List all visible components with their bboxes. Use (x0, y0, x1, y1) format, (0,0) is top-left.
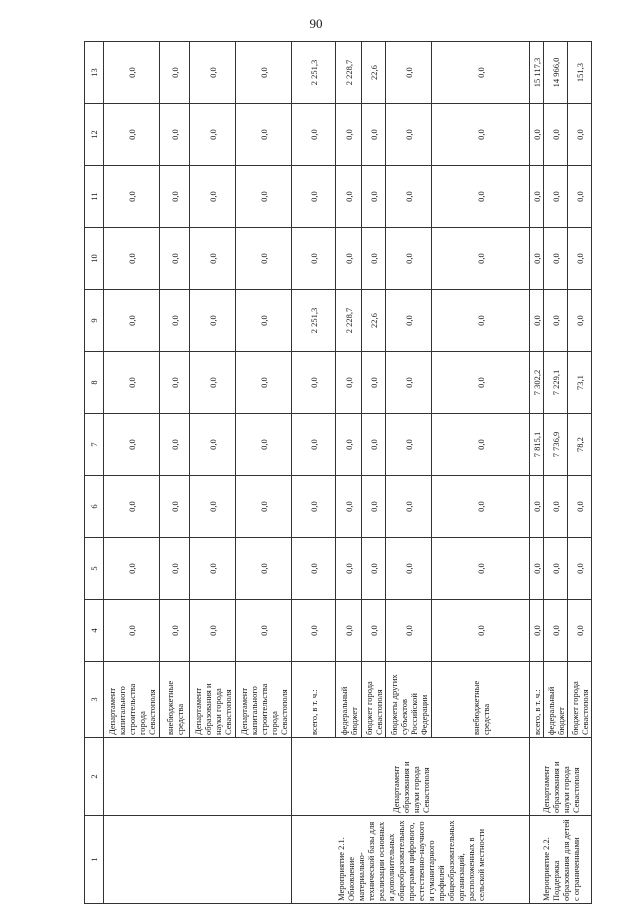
column-number: 2 (85, 738, 104, 816)
table-rotation-frame (84, 42, 590, 904)
value-cell: 0,0 (160, 414, 190, 476)
value-cell: 73,1 (568, 352, 592, 414)
measure-cell: Мероприятие 2.1. Обновление материально-технической базы для реализации основных и дополнительных общеобразовательных программ цифрового, естественно-научного и гуманитарного профилей общеобразовательных организаций, расположенных в сельской местности (292, 816, 530, 904)
value-cell: 0,0 (190, 228, 236, 290)
value-cell: 0,0 (544, 228, 568, 290)
value-cell: 0,0 (530, 104, 544, 166)
value-cell: 0,0 (432, 104, 530, 166)
value-cell: 0,0 (160, 352, 190, 414)
value-cell: 14 966,0 (544, 42, 568, 104)
value-cell: 0,0 (386, 166, 432, 228)
value-cell: 0,0 (568, 104, 592, 166)
value-cell: 22,6 (362, 290, 386, 352)
column-number: 3 (85, 662, 104, 738)
funding-source-cell: федеральный бюджет (544, 662, 568, 738)
value-cell: 0,0 (336, 352, 362, 414)
value-cell: 0,0 (362, 104, 386, 166)
table-row (104, 42, 160, 904)
value-cell: 0,0 (292, 414, 336, 476)
value-cell: 0,0 (236, 600, 292, 662)
column-number: 11 (85, 166, 104, 228)
column-number: 8 (85, 352, 104, 414)
value-cell: 2 251,3 (292, 42, 336, 104)
value-cell: 0,0 (530, 166, 544, 228)
value-cell: 0,0 (336, 600, 362, 662)
value-cell: 0,0 (362, 352, 386, 414)
value-cell: 0,0 (104, 42, 160, 104)
value-cell: 0,0 (104, 104, 160, 166)
value-cell: 22,6 (362, 42, 386, 104)
funding-source-cell: Департамент капитального строительства города Севастополя (236, 662, 292, 738)
value-cell: 0,0 (292, 538, 336, 600)
column-number: 12 (85, 104, 104, 166)
value-cell: 0,0 (544, 600, 568, 662)
value-cell: 0,0 (104, 228, 160, 290)
value-cell: 0,0 (544, 166, 568, 228)
funding-source-cell: Департамент образования и науки города Севастополя (190, 662, 236, 738)
value-cell: 0,0 (530, 476, 544, 538)
column-number: 5 (85, 538, 104, 600)
column-number: 6 (85, 476, 104, 538)
value-cell: 0,0 (104, 476, 160, 538)
value-cell: 0,0 (160, 166, 190, 228)
column-number: 13 (85, 42, 104, 104)
value-cell: 0,0 (190, 414, 236, 476)
column-number: 1 (85, 816, 104, 904)
value-cell: 0,0 (104, 290, 160, 352)
executor-cell: Департамент образования и науки города Севастополя (530, 738, 592, 816)
value-cell: 0,0 (568, 538, 592, 600)
value-cell: 0,0 (160, 476, 190, 538)
value-cell: 0,0 (104, 414, 160, 476)
value-cell: 2 251,3 (292, 290, 336, 352)
value-cell: 0,0 (544, 104, 568, 166)
value-cell: 0,0 (386, 414, 432, 476)
value-cell: 0,0 (530, 228, 544, 290)
value-cell: 0,0 (386, 290, 432, 352)
value-cell: 0,0 (160, 538, 190, 600)
value-cell: 0,0 (190, 352, 236, 414)
value-cell: 0,0 (160, 42, 190, 104)
value-cell: 0,0 (432, 42, 530, 104)
value-cell: 0,0 (160, 228, 190, 290)
value-cell: 0,0 (292, 228, 336, 290)
funding-source-cell: внебюджетные средства (432, 662, 530, 738)
page-number: 90 (309, 16, 323, 31)
value-cell: 0,0 (236, 352, 292, 414)
funding-source-cell: бюджет города Севастополя (362, 662, 386, 738)
value-cell: 2 228,7 (336, 42, 362, 104)
landscape-page (84, 42, 590, 904)
value-cell: 0,0 (362, 228, 386, 290)
value-cell: 0,0 (160, 290, 190, 352)
value-cell: 0,0 (292, 352, 336, 414)
value-cell: 0,0 (530, 538, 544, 600)
value-cell: 0,0 (530, 290, 544, 352)
funding-source-cell: федеральный бюджет (336, 662, 362, 738)
value-cell: 0,0 (236, 104, 292, 166)
value-cell: 0,0 (432, 228, 530, 290)
value-cell: 0,0 (190, 538, 236, 600)
column-number: 4 (85, 600, 104, 662)
value-cell: 0,0 (104, 600, 160, 662)
value-cell: 0,0 (292, 600, 336, 662)
value-cell: 15 117,3 (530, 42, 544, 104)
value-cell: 0,0 (336, 166, 362, 228)
funding-source-cell: всего, в т. ч.: (292, 662, 336, 738)
value-cell: 0,0 (362, 476, 386, 538)
value-cell: 0,0 (336, 538, 362, 600)
value-cell: 2 228,7 (336, 290, 362, 352)
value-cell: 0,0 (432, 476, 530, 538)
table-header-row (85, 42, 104, 904)
value-cell: 0,0 (386, 476, 432, 538)
value-cell: 7 229,1 (544, 352, 568, 414)
value-cell: 0,0 (432, 600, 530, 662)
value-cell: 0,0 (160, 104, 190, 166)
value-cell: 0,0 (362, 414, 386, 476)
value-cell: 0,0 (292, 104, 336, 166)
funding-source-cell: бюджеты других субъектов Российской Федерации (386, 662, 432, 738)
value-cell: 0,0 (336, 476, 362, 538)
column-number: 10 (85, 228, 104, 290)
value-cell: 0,0 (336, 104, 362, 166)
program-funding-table (84, 41, 592, 904)
funding-source-cell: бюджет города Севастополя (568, 662, 592, 738)
value-cell: 0,0 (386, 600, 432, 662)
value-cell: 0,0 (190, 166, 236, 228)
value-cell: 0,0 (432, 166, 530, 228)
value-cell: 0,0 (236, 42, 292, 104)
value-cell: 0,0 (190, 476, 236, 538)
column-number: 7 (85, 414, 104, 476)
measure-cell (104, 816, 292, 904)
value-cell: 0,0 (432, 414, 530, 476)
table-row (530, 42, 544, 904)
value-cell: 0,0 (104, 352, 160, 414)
executor-cell: Департамент образования и науки города Севастополя (292, 738, 530, 816)
funding-source-cell: всего, в т. ч.: (530, 662, 544, 738)
value-cell: 0,0 (190, 104, 236, 166)
value-cell: 0,0 (362, 600, 386, 662)
value-cell: 0,0 (568, 600, 592, 662)
value-cell: 7 736,9 (544, 414, 568, 476)
value-cell: 0,0 (530, 600, 544, 662)
value-cell: 0,0 (336, 228, 362, 290)
value-cell: 0,0 (432, 290, 530, 352)
value-cell: 7 302,2 (530, 352, 544, 414)
measure-cell: Мероприятие 2.2. Поддержка образования для детей с ограниченными (530, 816, 592, 904)
value-cell: 0,0 (432, 538, 530, 600)
table-row (292, 42, 336, 904)
value-cell: 0,0 (236, 538, 292, 600)
value-cell: 0,0 (544, 476, 568, 538)
value-cell: 7 815,1 (530, 414, 544, 476)
executor-cell (104, 738, 292, 816)
value-cell: 0,0 (386, 104, 432, 166)
value-cell: 0,0 (386, 42, 432, 104)
value-cell: 0,0 (568, 228, 592, 290)
value-cell: 0,0 (236, 414, 292, 476)
value-cell: 0,0 (292, 166, 336, 228)
value-cell: 0,0 (236, 166, 292, 228)
value-cell: 0,0 (104, 538, 160, 600)
value-cell: 0,0 (386, 538, 432, 600)
value-cell: 0,0 (362, 166, 386, 228)
value-cell: 0,0 (362, 538, 386, 600)
value-cell: 0,0 (292, 476, 336, 538)
value-cell: 0,0 (386, 228, 432, 290)
column-number: 9 (85, 290, 104, 352)
value-cell: 0,0 (544, 538, 568, 600)
value-cell: 0,0 (386, 352, 432, 414)
value-cell: 0,0 (432, 352, 530, 414)
value-cell: 0,0 (568, 290, 592, 352)
value-cell: 78,2 (568, 414, 592, 476)
value-cell: 0,0 (236, 228, 292, 290)
value-cell: 0,0 (336, 414, 362, 476)
value-cell: 0,0 (568, 476, 592, 538)
value-cell: 0,0 (236, 476, 292, 538)
value-cell: 0,0 (190, 42, 236, 104)
funding-source-cell: Департамент капитального строительства города Севастополя (104, 662, 160, 738)
value-cell: 151,3 (568, 42, 592, 104)
value-cell: 0,0 (236, 290, 292, 352)
value-cell: 0,0 (544, 290, 568, 352)
value-cell: 0,0 (190, 290, 236, 352)
value-cell: 0,0 (568, 166, 592, 228)
value-cell: 0,0 (160, 600, 190, 662)
value-cell: 0,0 (104, 166, 160, 228)
value-cell: 0,0 (190, 600, 236, 662)
funding-source-cell: внебюджетные средства (160, 662, 190, 738)
